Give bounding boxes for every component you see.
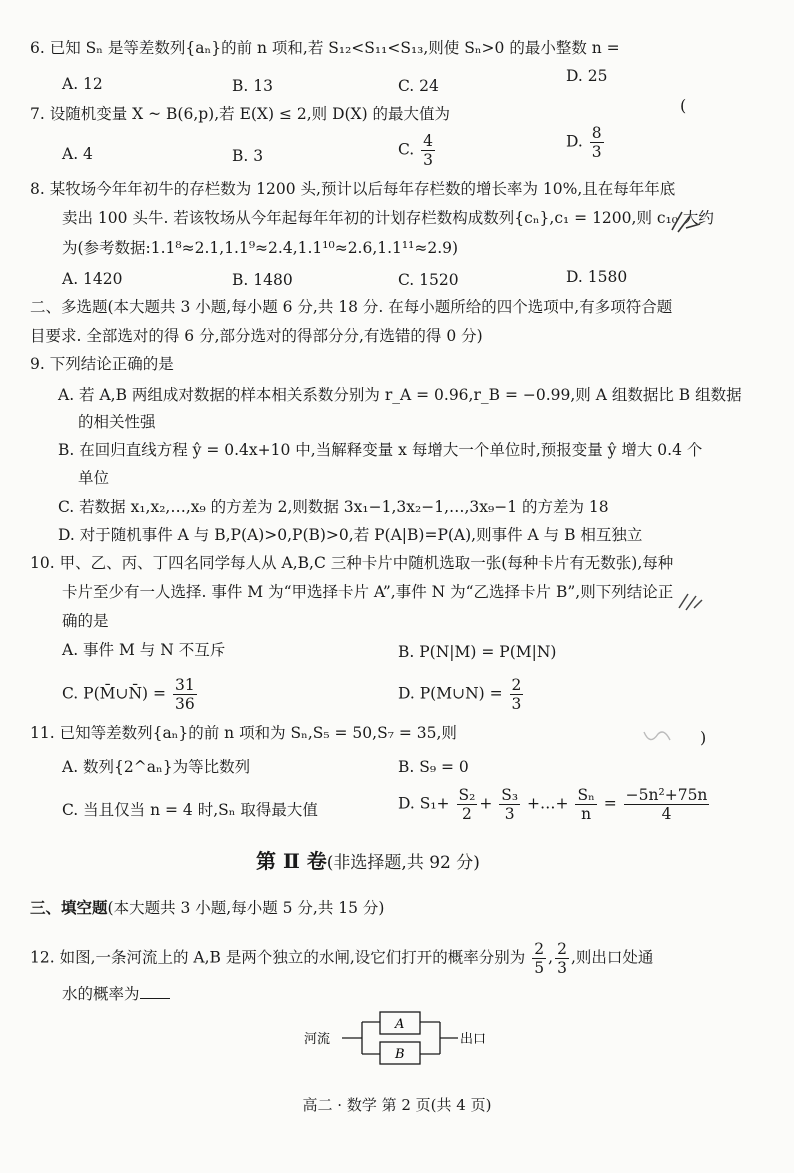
fraction: $\frac{\text{S₃}}{3}$ [501, 786, 519, 823]
diagram-label-a: A [395, 1017, 405, 1032]
q7-answer-paren: ( [680, 96, 687, 115]
section-2-heading-line-2: 目要求. 全部选对的得 6 分,部分选对的得部分分,有选错的得 0 分) [30, 327, 483, 345]
pencil-scribble [640, 726, 680, 750]
q12-line-2: 水的概率为 [62, 982, 170, 1006]
q11-answer-paren: ) [700, 728, 707, 747]
q8-option-b: B. 1480 [232, 271, 293, 289]
q6-option-b: B. 13 [232, 77, 273, 95]
q11-option-c: C. 当且仅当 n = 4 时,Sₙ 取得最大值 [62, 801, 318, 819]
q10-option-c: C. P(M̄∪N̄) = $\frac{31}{36}$ [62, 676, 195, 713]
river-sluice-diagram [300, 1008, 500, 1072]
pencil-scribble [668, 208, 704, 236]
fraction: $\frac{2}{5}$ [534, 940, 545, 977]
q11-option-a: A. 数列{2^aₙ}为等比数列 [62, 758, 251, 776]
q11-option-d: D. S₁+ $\frac{\text{S₂}}{2}$ + $\frac{\text{S₃}}{3}$ +…+ $\frac{\text{Sₙ}}{n}$ = $\frac{\text{−5n²+75n}}{4}$ [398, 786, 708, 823]
q9-stem: 9. 下列结论正确的是 [30, 355, 174, 373]
q7-option-c: C. $\frac{4}{3}$ [398, 132, 434, 169]
q6-option-d: D. 25 [566, 67, 608, 85]
q9-option-b-line-1: B. 在回归直线方程 ŷ = 0.4x+10 中,当解释变量 x 每增大一个单位时,预报变量 ŷ 增大 0.4 个 [58, 441, 703, 459]
fraction: $\frac{\text{S₂}}{2}$ [458, 786, 476, 823]
diagram-label-b: B [395, 1047, 405, 1062]
q6-option-c: C. 24 [398, 77, 439, 95]
q9-option-c: C. 若数据 x₁,x₂,…,x₉ 的方差为 2,则数据 3x₁−1,3x₂−1,…,3x₉−1 的方差为 18 [58, 498, 609, 516]
q9-option-d: D. 对于随机事件 A 与 B,P(A)>0,P(B)>0,若 P(A|B)=P(A),则事件 A 与 B 相互独立 [58, 526, 643, 544]
q11-option-b: B. S₉ = 0 [398, 758, 469, 776]
fraction: $\frac{\text{Sₙ}}{n}$ [577, 786, 595, 823]
q9-option-a-line-1: A. 若 A,B 两组成对数据的样本相关系数分别为 r_A = 0.96,r_B = −0.99,则 A 组数据比 B 组数据 [58, 386, 742, 404]
fraction: $\frac{8}{3}$ [591, 124, 602, 161]
q8-line-2: 卖出 100 头牛. 若该牧场从今年起每年年初的计划存栏数构成数列{cₙ},c₁ = 1200,则 c₁₀ 大约 [62, 209, 714, 227]
q8-option-d: D. 1580 [566, 268, 628, 286]
q7-stem: 7. 设随机变量 X ~ B(6,p),若 E(X) ≤ 2,则 D(X) 的最大值为 [30, 105, 451, 123]
q10-option-d: D. P(M∪N) = $\frac{2}{3}$ [398, 676, 522, 713]
part-2-title: 第 Ⅱ 卷(非选择题,共 92 分) [256, 849, 480, 873]
q9-option-a-line-2: 的相关性强 [78, 413, 156, 431]
q10-option-a: A. 事件 M 与 N 不互斥 [62, 641, 226, 659]
q11-stem: 11. 已知等差数列{aₙ}的前 n 项和为 Sₙ,S₅ = 50,S₇ = 35,则 [30, 724, 457, 742]
fraction: $\frac{\text{−5n²+75n}}{4}$ [625, 786, 708, 823]
q6-option-a: A. 12 [62, 75, 103, 93]
q8-option-a: A. 1420 [62, 270, 123, 288]
q8-option-c: C. 1520 [398, 271, 459, 289]
q7-option-d: D. $\frac{8}{3}$ [566, 124, 602, 161]
q10-line-3: 确的是 [62, 612, 109, 630]
fraction: $\frac{2}{3}$ [511, 676, 522, 713]
q7-option-a: A. 4 [62, 145, 93, 163]
fraction: $\frac{2}{3}$ [557, 940, 567, 977]
q10-line-1: 10. 甲、乙、丙、丁四名同学每人从 A,B,C 三种卡片中随机选取一张(每种卡片有无数张),每种 [30, 554, 674, 572]
q7-option-b: B. 3 [232, 147, 264, 165]
section-3-heading: 三、填空题(本大题共 3 小题,每小题 5 分,共 15 分) [30, 898, 385, 917]
fraction: $\frac{31}{36}$ [174, 676, 195, 713]
page-footer: 高二 · 数学 第 2 页(共 4 页) [302, 1096, 492, 1114]
pencil-scribble [676, 590, 706, 614]
q8-line-3: 为(参考数据:1.1⁸≈2.1,1.1⁹≈2.4,1.1¹⁰≈2.6,1.1¹¹≈2.9) [62, 239, 459, 257]
q10-option-b: B. P(N|M) = P(M|N) [398, 643, 557, 661]
diagram-label-river: 河流 [304, 1032, 331, 1047]
fraction: $\frac{4}{3}$ [423, 132, 434, 169]
q9-option-b-line-2: 单位 [78, 469, 110, 487]
q8-line-1: 8. 某牧场今年年初牛的存栏数为 1200 头,预计以后每年存栏数的增长率为 10%,且在每年年底 [30, 180, 676, 198]
q12-line-1: 12. 如图,一条河流上的 A,B 是两个独立的水闸,设它们打开的概率分别为 $\frac{2}{5}$ , $\frac{2}{3}$ ,则出口处通 [30, 940, 654, 977]
diagram-label-outlet: 出口 [460, 1032, 487, 1047]
q6-stem: 6. 已知 Sₙ 是等差数列{aₙ}的前 n 项和,若 S₁₂<S₁₁<S₁₃,则使 Sₙ>0 的最小整数 n = [30, 39, 620, 57]
q10-line-2: 卡片至少有一人选择. 事件 M 为“甲选择卡片 A”,事件 N 为“乙选择卡片 B”,则下列结论正 [62, 583, 674, 601]
answer-blank [140, 984, 170, 999]
section-2-heading-line-1: 二、多选题(本大题共 3 小题,每小题 6 分,共 18 分. 在每小题所给的四个选项中,有多项符合题 [30, 298, 673, 316]
